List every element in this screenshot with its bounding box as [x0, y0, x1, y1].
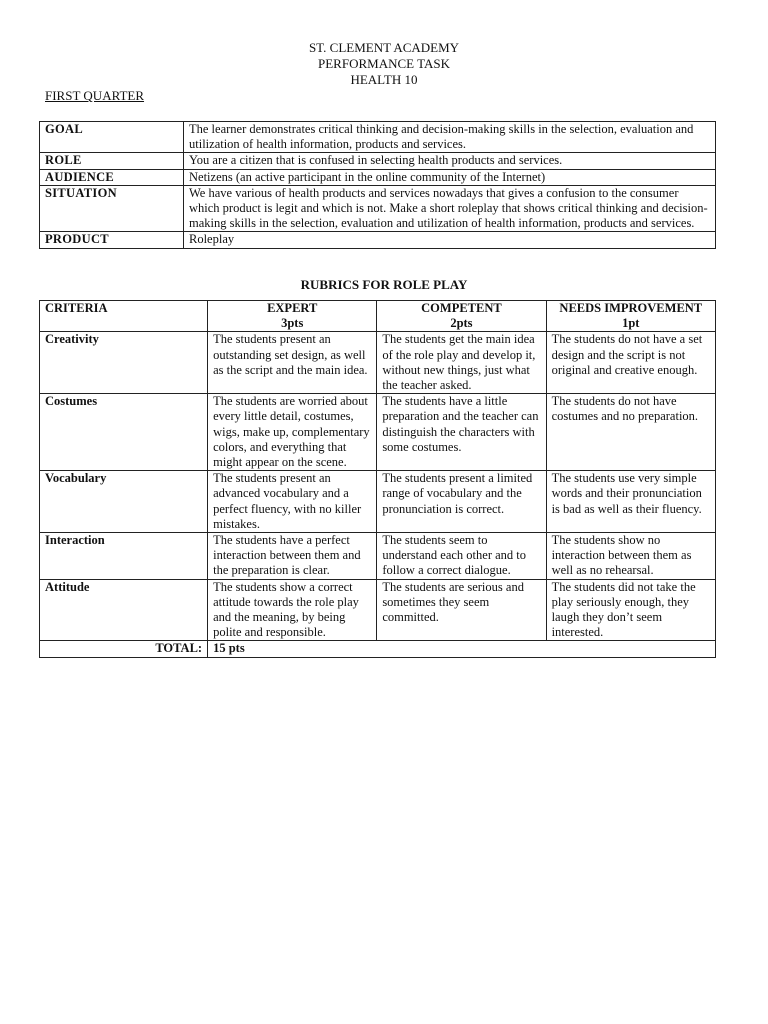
competent-label: COMPETENT	[421, 301, 502, 315]
table-row	[40, 471, 716, 533]
needs-improvement-cell: The students did not take the play seriously enough, they laugh they don’t seem interested.	[546, 579, 715, 641]
competent-cell: The students present a limited range of vocabulary and the pronunciation is correct.	[377, 471, 546, 533]
needs-improvement-cell: The students do not have a set design and the script is not original and creative enough.	[546, 332, 715, 394]
criteria-cell: Creativity	[40, 332, 208, 394]
competent-cell: The students are serious and sometimes they seem committed.	[377, 579, 546, 641]
rubric-title: RUBRICS FOR ROLE PLAY	[300, 277, 468, 292]
table-row	[40, 394, 716, 471]
criteria-cell: Attitude	[40, 579, 208, 641]
table-row	[40, 122, 716, 153]
quarter-label: FIRST QUARTER	[45, 88, 145, 103]
table-row	[40, 185, 716, 232]
needs-improvement-points: 1pt	[622, 316, 640, 331]
expert-cell: The students present an outstanding set design, as well as the script and the main idea.	[208, 332, 377, 394]
table-row	[40, 332, 716, 394]
expert-cell: The students present an advanced vocabulary and a perfect fluency, with no killer mistakes.	[208, 471, 377, 533]
expert-cell: The students are worried about every little detail, costumes, wigs, make up, complementary colors, and everything that might appear on the scene.	[208, 394, 377, 471]
product-key: PRODUCT	[40, 232, 184, 248]
criteria-cell: Vocabulary	[40, 471, 208, 533]
audience-value: Netizens (an active participant in the online community of the Internet)	[184, 169, 716, 185]
expert-header	[208, 301, 377, 332]
total-row	[40, 641, 716, 657]
competent-cell: The students have a little preparation and the teacher can distinguish the characters with some costumes.	[377, 394, 546, 471]
table-row	[40, 153, 716, 169]
rubric-header-row	[40, 301, 716, 332]
needs-improvement-cell: The students use very simple words and their pronunciation is bad as well as their fluency.	[546, 471, 715, 533]
rubric-table	[39, 300, 716, 658]
product-value: Roleplay	[184, 232, 716, 248]
role-key: ROLE	[40, 153, 184, 169]
expert-points: 3pts	[281, 316, 304, 331]
table-row	[40, 232, 716, 248]
school-name: ST. CLEMENT ACADEMY	[308, 40, 460, 55]
expert-cell: The students have a perfect interaction between them and the preparation is clear.	[208, 533, 377, 580]
needs-improvement-cell: The students show no interaction between them as well as no rehearsal.	[546, 533, 715, 580]
table-row	[40, 533, 716, 580]
situation-key: SITUATION	[40, 185, 184, 232]
grasps-table	[39, 121, 716, 249]
goal-value: The learner demonstrates critical thinking and decision-making skills in the selection, evaluation and utilization of health information, products and services.	[184, 122, 716, 153]
competent-cell: The students seem to understand each other and to follow a correct dialogue.	[377, 533, 546, 580]
expert-label: EXPERT	[267, 301, 318, 315]
criteria-cell: Interaction	[40, 533, 208, 580]
competent-points: 2pts	[450, 316, 473, 331]
document-header	[0, 40, 768, 88]
situation-value: We have various of health products and services nowadays that gives a confusion to the consumer which product is legit and which is not. Make a short roleplay that shows critical thinking and decision-making skills in the selection, evaluation and utilization of health information, products and services.	[184, 185, 716, 232]
competent-header	[377, 301, 546, 332]
table-row	[40, 169, 716, 185]
role-value: You are a citizen that is confused in selecting health products and services.	[184, 153, 716, 169]
criteria-cell: Costumes	[40, 394, 208, 471]
total-value: 15 pts	[208, 641, 716, 657]
audience-key: AUDIENCE	[40, 169, 184, 185]
subject-title: HEALTH 10	[350, 72, 418, 87]
competent-cell: The students get the main idea of the role play and develop it, without new things, just what the teacher asked.	[377, 332, 546, 394]
needs-improvement-header	[546, 301, 715, 332]
task-title: PERFORMANCE TASK	[318, 56, 450, 71]
criteria-header: CRITERIA	[40, 301, 208, 332]
total-label: TOTAL:	[40, 641, 208, 657]
needs-improvement-label: NEEDS IMPROVEMENT	[559, 301, 703, 315]
expert-cell: The students show a correct attitude towards the role play and the meaning, by being polite and responsible.	[208, 579, 377, 641]
needs-improvement-cell: The students do not have costumes and no preparation.	[546, 394, 715, 471]
goal-key: GOAL	[40, 122, 184, 153]
table-row	[40, 579, 716, 641]
